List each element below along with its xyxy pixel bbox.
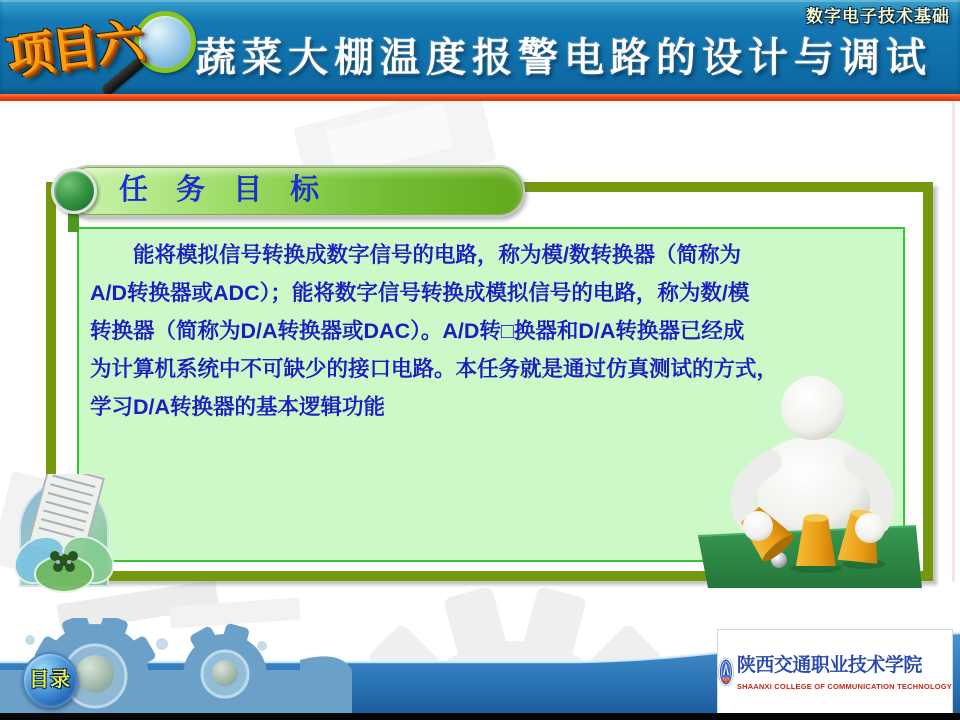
menu-button-label: 目录 <box>29 669 71 691</box>
task-description-line: 为计算机系统中不可缺少的接口电路。本任务就是通过仿真测试的方式， <box>90 357 779 381</box>
right-edge-line <box>952 100 955 582</box>
section-header-bullet-icon <box>51 168 97 214</box>
task-description-line: 能将模拟信号转换成数字信号的电路，称为模/数转换器（简称为 <box>133 243 741 267</box>
top-banner <box>0 0 960 94</box>
slide-title: 蔬菜大棚温度报警电路的设计与调试 <box>196 36 932 80</box>
figure-illustration <box>686 376 924 588</box>
bottom-strip <box>0 713 960 720</box>
school-logo-box <box>718 630 952 713</box>
school-name-block <box>737 653 952 691</box>
task-description-line: A/D转换器或ADC）；能将数字信号转换成模拟信号的电路，称为数/模 <box>90 281 750 305</box>
task-description-line: 学习D/A转换器的基本逻辑功能 <box>90 395 386 419</box>
school-emblem-icon <box>718 634 734 710</box>
section-header-label: 任 务 目 标 <box>119 174 330 206</box>
school-name-cn: 陕西交通职业技术学院 <box>736 654 922 676</box>
school-name-en: SHAANXI COLLEGE OF COMMUNICATION TECHNOLOGY <box>736 681 952 691</box>
section-header-pill <box>63 165 525 217</box>
task-description-line: 转换器（简称为D/A转换器或DAC）。A/D转□换器和D/A转换器已经成 <box>90 319 745 343</box>
project-badge: 项目六 <box>3 13 145 84</box>
envelope-icon <box>14 474 114 594</box>
banner-underline <box>0 94 960 101</box>
menu-button[interactable] <box>22 652 78 708</box>
course-label: 数字电子技术基础 <box>806 7 950 26</box>
